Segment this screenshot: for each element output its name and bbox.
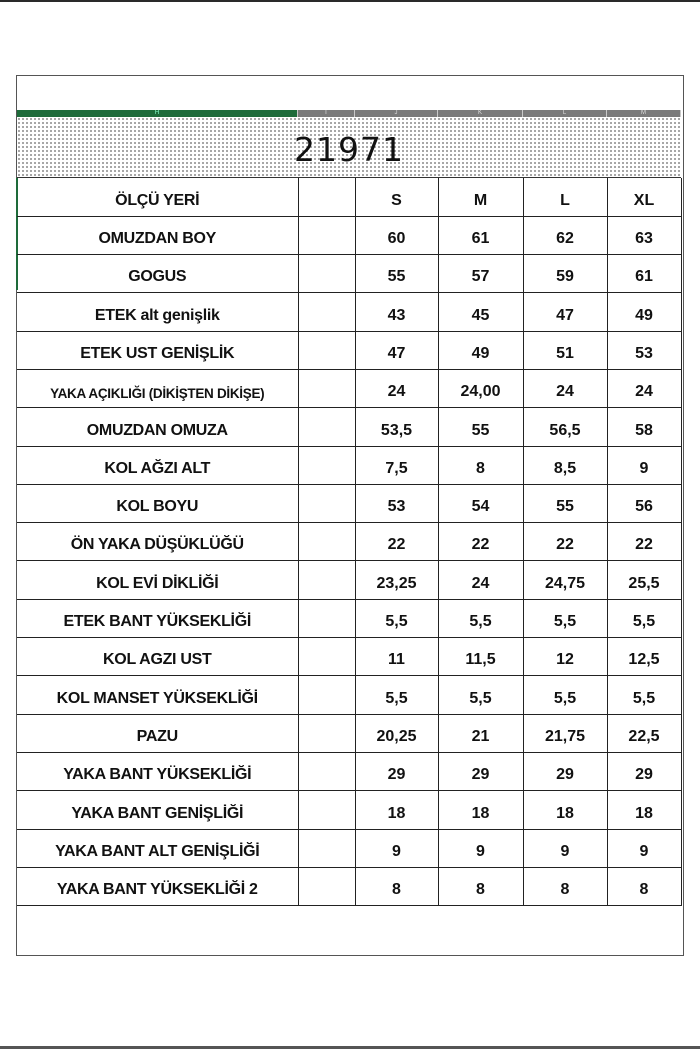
table-row — [17, 331, 681, 369]
value-cell-m[interactable]: 24 — [438, 561, 523, 599]
value-cell-s[interactable]: 43 — [355, 293, 438, 331]
value-cell-xl[interactable]: 5,5 — [607, 676, 681, 714]
value-cell-xl[interactable]: 56 — [607, 484, 681, 522]
value-cell-m[interactable]: 22 — [438, 523, 523, 561]
empty-cell[interactable] — [298, 331, 355, 369]
value-cell-s[interactable]: 23,25 — [355, 561, 438, 599]
measurement-label[interactable]: YAKA BANT YÜKSEKLİĞİ 2 — [17, 867, 298, 905]
bottom-divider — [0, 1046, 700, 1049]
empty-trailing-row[interactable] — [17, 920, 681, 955]
value-cell-s[interactable]: 20,25 — [355, 714, 438, 752]
table-row — [17, 829, 681, 867]
column-header-h[interactable]: H — [17, 110, 298, 117]
value-cell-s[interactable]: 11 — [355, 638, 438, 676]
measurement-label[interactable]: ÖN YAKA DÜŞÜKLÜĞÜ — [17, 523, 298, 561]
value-cell-l[interactable]: 47 — [523, 293, 607, 331]
value-cell-m[interactable]: 45 — [438, 293, 523, 331]
empty-cell[interactable] — [298, 561, 355, 599]
value-cell-l[interactable]: 12 — [523, 638, 607, 676]
size-header-s[interactable]: S — [355, 178, 438, 216]
empty-cell[interactable] — [298, 599, 355, 637]
measurement-label[interactable]: KOL EVİ DİKLİĞİ — [17, 561, 298, 599]
value-cell-m[interactable]: 55 — [438, 408, 523, 446]
product-code-title: 21971 — [294, 129, 404, 169]
value-cell-s[interactable]: 47 — [355, 331, 438, 369]
value-cell-s[interactable]: 5,5 — [355, 676, 438, 714]
value-cell-xl[interactable]: 29 — [607, 752, 681, 790]
value-cell-xl[interactable]: 49 — [607, 293, 681, 331]
size-header-l[interactable]: L — [523, 178, 607, 216]
value-cell-m[interactable]: 49 — [438, 331, 523, 369]
value-cell-s[interactable]: 60 — [355, 216, 438, 254]
measurement-label[interactable]: PAZU — [17, 714, 298, 752]
empty-cell[interactable] — [298, 523, 355, 561]
table-row — [17, 255, 681, 293]
table-row — [17, 293, 681, 331]
table-row — [17, 369, 681, 407]
value-cell-m[interactable]: 61 — [438, 216, 523, 254]
measurement-label[interactable]: YAKA BANT ALT GENİŞLİĞİ — [17, 829, 298, 867]
empty-cell[interactable] — [298, 408, 355, 446]
value-cell-l[interactable]: 24,75 — [523, 561, 607, 599]
value-cell-xl[interactable]: 22 — [607, 523, 681, 561]
empty-cell[interactable] — [298, 676, 355, 714]
value-cell-s[interactable]: 9 — [355, 829, 438, 867]
value-cell-l[interactable]: 18 — [523, 791, 607, 829]
value-cell-m[interactable]: 57 — [438, 255, 523, 293]
value-cell-m[interactable]: 21 — [438, 714, 523, 752]
empty-cell[interactable] — [298, 484, 355, 522]
value-cell-m[interactable]: 18 — [438, 791, 523, 829]
value-cell-xl[interactable]: 53 — [607, 331, 681, 369]
measurement-label[interactable]: ETEK BANT YÜKSEKLİĞİ — [17, 599, 298, 637]
value-cell-m[interactable]: 24,00 — [438, 369, 523, 407]
value-cell-s[interactable]: 53,5 — [355, 408, 438, 446]
measurement-point-header[interactable]: ÖLÇÜ YERİ — [17, 178, 298, 216]
measurement-label[interactable]: KOL BOYU — [17, 484, 298, 522]
empty-cell[interactable] — [298, 255, 355, 293]
measurement-label[interactable]: YAKA BANT GENİŞLİĞİ — [17, 791, 298, 829]
value-cell-xl[interactable]: 25,5 — [607, 561, 681, 599]
table-row — [17, 561, 681, 599]
value-cell-l[interactable]: 24 — [523, 369, 607, 407]
empty-cell[interactable] — [298, 829, 355, 867]
measurement-label[interactable]: YAKA BANT YÜKSEKLİĞİ — [17, 752, 298, 790]
value-cell-xl[interactable]: 12,5 — [607, 638, 681, 676]
top-divider — [0, 0, 700, 2]
column-header-j[interactable]: J — [355, 110, 438, 117]
value-cell-xl[interactable]: 24 — [607, 369, 681, 407]
empty-cell[interactable] — [298, 446, 355, 484]
value-cell-xl[interactable]: 58 — [607, 408, 681, 446]
value-cell-m[interactable]: 9 — [438, 829, 523, 867]
value-cell-m[interactable]: 5,5 — [438, 599, 523, 637]
column-header-strip — [17, 110, 681, 117]
value-cell-xl[interactable]: 18 — [607, 791, 681, 829]
empty-cell[interactable] — [298, 714, 355, 752]
empty-cell[interactable] — [298, 369, 355, 407]
column-header-m[interactable]: M — [607, 110, 681, 117]
measurement-label[interactable]: KOL AĞZI ALT — [17, 446, 298, 484]
value-cell-xl[interactable]: 5,5 — [607, 599, 681, 637]
value-cell-s[interactable]: 29 — [355, 752, 438, 790]
value-cell-l[interactable]: 62 — [523, 216, 607, 254]
table-row — [17, 484, 681, 522]
measurement-label[interactable]: OMUZDAN BOY — [17, 216, 298, 254]
value-cell-l[interactable]: 55 — [523, 484, 607, 522]
empty-cell[interactable] — [298, 178, 355, 216]
value-cell-xl[interactable]: 9 — [607, 829, 681, 867]
value-cell-s[interactable]: 53 — [355, 484, 438, 522]
value-cell-m[interactable]: 5,5 — [438, 676, 523, 714]
value-cell-l[interactable]: 8,5 — [523, 446, 607, 484]
column-header-i[interactable]: I — [298, 110, 355, 117]
empty-cell[interactable] — [298, 293, 355, 331]
table-row — [17, 408, 681, 446]
measurement-label[interactable]: YAKA AÇIKLIĞI (DİKİŞTEN DİKİŞE) — [17, 369, 298, 407]
value-cell-l[interactable]: 8 — [523, 867, 607, 905]
table-row — [17, 752, 681, 790]
value-cell-s[interactable]: 5,5 — [355, 599, 438, 637]
value-cell-l[interactable]: 5,5 — [523, 599, 607, 637]
value-cell-m[interactable]: 8 — [438, 446, 523, 484]
column-header-k[interactable]: K — [438, 110, 523, 117]
measurement-label[interactable]: OMUZDAN OMUZA — [17, 408, 298, 446]
title-cell[interactable] — [17, 117, 681, 178]
value-cell-m[interactable]: 29 — [438, 752, 523, 790]
empty-cell[interactable] — [298, 638, 355, 676]
table-row — [17, 791, 681, 829]
value-cell-xl[interactable]: 63 — [607, 216, 681, 254]
table-row — [17, 523, 681, 561]
size-header-m[interactable]: M — [438, 178, 523, 216]
measurement-label[interactable]: GOGUS — [17, 255, 298, 293]
value-cell-s[interactable]: 8 — [355, 867, 438, 905]
empty-cell[interactable] — [298, 216, 355, 254]
value-cell-s[interactable]: 7,5 — [355, 446, 438, 484]
table-row — [17, 676, 681, 714]
empty-cell[interactable] — [298, 791, 355, 829]
value-cell-l[interactable]: 21,75 — [523, 714, 607, 752]
value-cell-s[interactable]: 22 — [355, 523, 438, 561]
size-header-xl[interactable]: XL — [607, 178, 681, 216]
value-cell-xl[interactable]: 22,5 — [607, 714, 681, 752]
value-cell-xl[interactable]: 61 — [607, 255, 681, 293]
value-cell-s[interactable]: 55 — [355, 255, 438, 293]
empty-cell[interactable] — [298, 752, 355, 790]
value-cell-l[interactable]: 56,5 — [523, 408, 607, 446]
value-cell-l[interactable]: 5,5 — [523, 676, 607, 714]
table-row — [17, 714, 681, 752]
value-cell-s[interactable]: 18 — [355, 791, 438, 829]
value-cell-l[interactable]: 22 — [523, 523, 607, 561]
size-chart-table — [17, 178, 682, 906]
column-header-l[interactable]: L — [523, 110, 607, 117]
value-cell-m[interactable]: 11,5 — [438, 638, 523, 676]
value-cell-l[interactable]: 59 — [523, 255, 607, 293]
value-cell-m[interactable]: 8 — [438, 867, 523, 905]
table-row — [17, 216, 681, 254]
value-cell-l[interactable]: 51 — [523, 331, 607, 369]
value-cell-xl[interactable]: 8 — [607, 867, 681, 905]
measurement-label[interactable]: KOL MANSET YÜKSEKLİĞİ — [17, 676, 298, 714]
value-cell-l[interactable]: 29 — [523, 752, 607, 790]
value-cell-xl[interactable]: 9 — [607, 446, 681, 484]
measurement-label[interactable]: KOL AGZI UST — [17, 638, 298, 676]
value-cell-s[interactable]: 24 — [355, 369, 438, 407]
table-row — [17, 867, 681, 905]
table-row — [17, 638, 681, 676]
table-header-row — [17, 178, 681, 216]
measurement-label[interactable]: ETEK UST GENİŞLİK — [17, 331, 298, 369]
value-cell-l[interactable]: 9 — [523, 829, 607, 867]
table-row — [17, 446, 681, 484]
empty-cell[interactable] — [298, 867, 355, 905]
measurement-label[interactable]: ETEK alt genişlik — [17, 293, 298, 331]
value-cell-m[interactable]: 54 — [438, 484, 523, 522]
table-row — [17, 599, 681, 637]
